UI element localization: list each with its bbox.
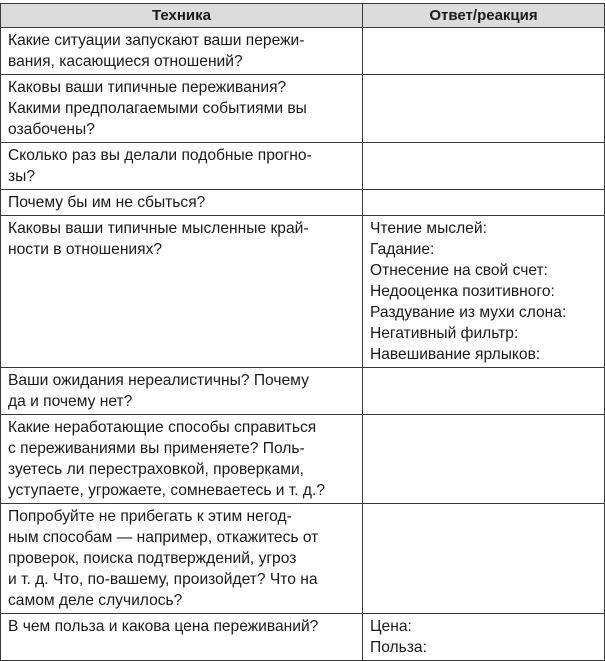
technique-cell — [1, 143, 363, 190]
technique-text-line: Ваши ожидания нереалистичны? Почему — [8, 372, 309, 389]
table-header-row — [1, 4, 605, 28]
technique-cell — [1, 614, 363, 661]
table-body — [1, 28, 605, 661]
technique-text-line: с переживаниями вы применяете? Поль- — [8, 440, 305, 457]
header-technique: Техника — [1, 4, 363, 28]
technique-cell — [1, 190, 363, 216]
response-prompt-label: Раздувание из мухи слона: — [370, 304, 567, 321]
technique-text-line: ным способам — например, откажитесь от — [8, 529, 319, 546]
technique-table — [0, 3, 605, 661]
table-row — [1, 75, 605, 143]
table-row — [1, 28, 605, 75]
technique-cell — [1, 504, 363, 614]
technique-text-line: ности в отношениях? — [8, 241, 163, 258]
technique-text-line: зуетесь ли перестраховкой, проверками, — [8, 461, 304, 478]
technique-text-line: Сколько раз вы делали подобные прогно- — [8, 147, 312, 164]
table-row — [1, 368, 605, 415]
technique-text-line: вания, касающиеся отношений? — [8, 53, 243, 70]
response-cell[interactable] — [363, 190, 605, 216]
response-prompt-label: Негативный фильтр: — [370, 325, 519, 342]
technique-text-line: да и почему нет? — [8, 393, 133, 410]
technique-text-line: и т. д. Что, по-вашему, произойдет? Что на — [8, 571, 318, 588]
technique-cell — [1, 368, 363, 415]
response-prompt-label: Чтение мыслей: — [370, 220, 487, 237]
technique-text-line: Какими предполагаемыми событиями вы — [8, 100, 307, 117]
table-row — [1, 216, 605, 368]
response-prompt-label: Отнесение на свой счет: — [370, 262, 548, 279]
table-row — [1, 190, 605, 216]
header-response: Ответ/реакция — [363, 4, 605, 28]
technique-text-line: Какие неработающие способы справиться — [8, 419, 317, 436]
response-cell[interactable] — [363, 504, 605, 614]
technique-text-line: В чем польза и какова цена переживаний? — [8, 618, 319, 635]
technique-text-line: Каковы ваши типичные переживания? — [8, 79, 287, 96]
response-cell[interactable] — [363, 143, 605, 190]
technique-text-line: Какие ситуации запускают ваши пережи- — [8, 32, 305, 49]
response-prompt-label: Гадание: — [370, 241, 435, 258]
response-prompt-label: Цена: — [370, 618, 412, 635]
table-row — [1, 504, 605, 614]
technique-text-line: проверок, поиска подтверждений, угроз — [8, 550, 297, 567]
response-cell[interactable] — [363, 216, 605, 368]
technique-cell — [1, 75, 363, 143]
technique-cell — [1, 415, 363, 504]
technique-text-line: зы? — [8, 168, 36, 185]
technique-text-line: озабочены? — [8, 121, 95, 138]
response-prompt-label: Недооценка позитивного: — [370, 283, 555, 300]
response-cell[interactable] — [363, 614, 605, 661]
technique-text-line: Каковы ваши типичные мысленные край- — [8, 220, 309, 237]
technique-text-line: Попробуйте не прибегать к этим негод- — [8, 508, 292, 525]
response-cell[interactable] — [363, 28, 605, 75]
table-row — [1, 415, 605, 504]
technique-cell — [1, 28, 363, 75]
response-cell[interactable] — [363, 368, 605, 415]
response-cell[interactable] — [363, 75, 605, 143]
technique-cell — [1, 216, 363, 368]
table-row — [1, 143, 605, 190]
technique-text-line: уступаете, угрожаете, сомневаетесь и т. д.? — [8, 482, 326, 499]
response-cell[interactable] — [363, 415, 605, 504]
response-prompt-label: Польза: — [370, 639, 427, 656]
response-prompt-label: Навешивание ярлыков: — [370, 346, 541, 363]
technique-text-line: Почему бы им не сбыться? — [8, 194, 206, 211]
table-row — [1, 614, 605, 661]
technique-text-line: самом деле случилось? — [8, 592, 183, 609]
